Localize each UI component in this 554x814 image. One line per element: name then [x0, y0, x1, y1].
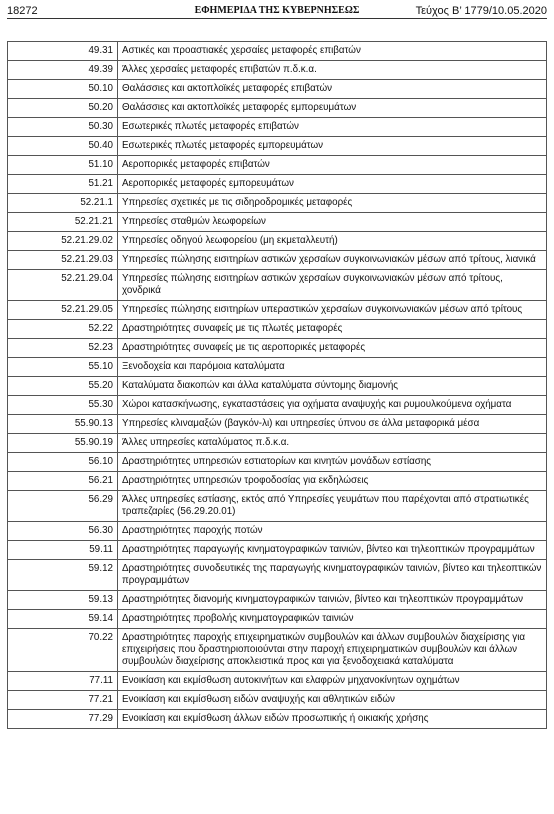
activity-code: 50.10 — [8, 80, 118, 99]
table-row — [8, 358, 547, 377]
activity-description: Δραστηριότητες προβολής κινηματογραφικών ταινιών — [118, 610, 547, 629]
table-row — [8, 560, 547, 591]
activity-code: 50.40 — [8, 137, 118, 156]
activity-code: 55.30 — [8, 396, 118, 415]
table-row — [8, 522, 547, 541]
table-row — [8, 415, 547, 434]
activity-description: Δραστηριότητες συναφείς με τις πλωτές μεταφορές — [118, 320, 547, 339]
table-row — [8, 610, 547, 629]
table-row — [8, 591, 547, 610]
issue-reference: Τεύχος B’ 1779/10.05.2020 — [415, 5, 547, 17]
activity-description: Άλλες υπηρεσίες εστίασης, εκτός από Υπηρεσίες γευμάτων που παρέχονται από στρατιωτικές τραπεζαρίες (56.29.20.01) — [118, 491, 547, 522]
activity-description: Ξενοδοχεία και παρόμοια καταλύματα — [118, 358, 547, 377]
table-body — [8, 42, 547, 729]
table-row — [8, 320, 547, 339]
activity-code: 70.22 — [8, 629, 118, 672]
activity-description: Δραστηριότητες συνοδευτικές της παραγωγής κινηματογραφικών ταινιών, βίντεο και τηλεοπτικών προγραμμάτων — [118, 560, 547, 591]
table-row — [8, 377, 547, 396]
activity-description: Υπηρεσίες σταθμών λεωφορείων — [118, 213, 547, 232]
table-row — [8, 472, 547, 491]
activity-code: 52.22 — [8, 320, 118, 339]
activity-description: Χώροι κατασκήνωσης, εγκαταστάσεις για οχήματα αναψυχής και ρυμουλκούμενα οχήματα — [118, 396, 547, 415]
activity-code: 55.20 — [8, 377, 118, 396]
activity-code: 49.39 — [8, 61, 118, 80]
table-row — [8, 80, 547, 99]
activity-code: 52.21.29.03 — [8, 251, 118, 270]
activity-description: Αεροπορικές μεταφορές επιβατών — [118, 156, 547, 175]
table-row — [8, 270, 547, 301]
activity-code: 52.23 — [8, 339, 118, 358]
activity-description: Εσωτερικές πλωτές μεταφορές εμπορευμάτων — [118, 137, 547, 156]
activity-description: Αστικές και προαστιακές χερσαίες μεταφορές επιβατών — [118, 42, 547, 61]
activity-description: Δραστηριότητες υπηρεσιών τροφοδοσίας για εκδηλώσεις — [118, 472, 547, 491]
activity-code: 49.31 — [8, 42, 118, 61]
table-row — [8, 541, 547, 560]
activity-description: Υπηρεσίες σχετικές με τις σιδηροδρομικές μεταφορές — [118, 194, 547, 213]
activity-description: Ενοικίαση και εκμίσθωση αυτοκινήτων και ελαφρών μηχανοκίνητων οχημάτων — [118, 672, 547, 691]
table-row — [8, 232, 547, 251]
table-row — [8, 118, 547, 137]
header-rule — [7, 18, 547, 19]
activity-description: Ενοικίαση και εκμίσθωση άλλων ειδών προσωπικής ή οικιακής χρήσης — [118, 710, 547, 729]
activity-code: 56.10 — [8, 453, 118, 472]
activity-code: 52.21.29.05 — [8, 301, 118, 320]
activity-description: Δραστηριότητες παροχής ποτών — [118, 522, 547, 541]
activity-description: Δραστηριότητες παροχής επιχειρηματικών συμβουλών και άλλων συμβουλών διαχείρισης για επιχειρήσεις που δραστηριοποιούνται στην παροχή επιχειρηματικών συμβουλών και άλλων συμβουλών διαχείρισης αποκλειστικά προς και για ξενοδοχειακά καταλύματα — [118, 629, 547, 672]
activity-code: 56.30 — [8, 522, 118, 541]
activity-description: Υπηρεσίες πώλησης εισιτηρίων υπεραστικών χερσαίων συγκοινωνιακών μέσων από τρίτους — [118, 301, 547, 320]
activity-code: 59.13 — [8, 591, 118, 610]
table-row — [8, 339, 547, 358]
activity-code: 56.29 — [8, 491, 118, 522]
activity-description: Θαλάσσιες και ακτοπλοϊκές μεταφορές επιβατών — [118, 80, 547, 99]
activity-code: 51.21 — [8, 175, 118, 194]
table-row — [8, 251, 547, 270]
activity-code: 59.14 — [8, 610, 118, 629]
table-row — [8, 453, 547, 472]
activity-description: Δραστηριότητες διανομής κινηματογραφικών ταινιών, βίντεο και τηλεοπτικών προγραμμάτων — [118, 591, 547, 610]
activity-description: Υπηρεσίες πώλησης εισιτηρίων αστικών χερσαίων συγκοινωνιακών μέσων από τρίτους, λιανικά — [118, 251, 547, 270]
activity-code: 52.21.1 — [8, 194, 118, 213]
activity-description: Υπηρεσίες οδηγού λεωφορείου (μη εκμεταλλευτή) — [118, 232, 547, 251]
activity-description: Άλλες χερσαίες μεταφορές επιβατών π.δ.κ.α. — [118, 61, 547, 80]
table-row — [8, 156, 547, 175]
publication-title: ΕΦΗΜΕΡΙΔΑ ΤΗΣ ΚΥΒΕΡΝΗΣΕΩΣ — [194, 5, 360, 16]
activity-codes-table — [7, 41, 547, 729]
activity-code: 52.21.29.02 — [8, 232, 118, 251]
activity-code: 55.90.19 — [8, 434, 118, 453]
activity-code: 51.10 — [8, 156, 118, 175]
activity-description: Εσωτερικές πλωτές μεταφορές επιβατών — [118, 118, 547, 137]
table-row — [8, 42, 547, 61]
activity-code: 56.21 — [8, 472, 118, 491]
activity-code: 77.21 — [8, 691, 118, 710]
activity-code: 52.21.21 — [8, 213, 118, 232]
table-row — [8, 672, 547, 691]
table-row — [8, 691, 547, 710]
activity-code: 77.11 — [8, 672, 118, 691]
table-row — [8, 137, 547, 156]
activity-description: Άλλες υπηρεσίες καταλύματος π.δ.κ.α. — [118, 434, 547, 453]
activity-code: 52.21.29.04 — [8, 270, 118, 301]
activity-description: Δραστηριότητες υπηρεσιών εστιατορίων και κινητών μονάδων εστίασης — [118, 453, 547, 472]
activity-code: 50.30 — [8, 118, 118, 137]
activity-code: 77.29 — [8, 710, 118, 729]
table-row — [8, 396, 547, 415]
table-row — [8, 434, 547, 453]
activity-description: Δραστηριότητες συναφείς με τις αεροπορικές μεταφορές — [118, 339, 547, 358]
table-row — [8, 301, 547, 320]
activity-description: Θαλάσσιες και ακτοπλοϊκές μεταφορές εμπορευμάτων — [118, 99, 547, 118]
table-row — [8, 213, 547, 232]
activity-description: Υπηρεσίες κλιναμαξών (βαγκόν-λι) και υπηρεσίες ύπνου σε άλλα μεταφορικά μέσα — [118, 415, 547, 434]
page-header — [7, 3, 547, 19]
activity-description: Υπηρεσίες πώλησης εισιτηρίων αστικών χερσαίων συγκοινωνιακών μέσων από τρίτους, χονδρικά — [118, 270, 547, 301]
table-row — [8, 629, 547, 672]
activity-code: 59.11 — [8, 541, 118, 560]
table-row — [8, 61, 547, 80]
activity-description: Αεροπορικές μεταφορές εμπορευμάτων — [118, 175, 547, 194]
activity-description: Ενοικίαση και εκμίσθωση ειδών αναψυχής και αθλητικών ειδών — [118, 691, 547, 710]
activity-code: 59.12 — [8, 560, 118, 591]
activity-code: 55.10 — [8, 358, 118, 377]
activity-code: 55.90.13 — [8, 415, 118, 434]
table-row — [8, 99, 547, 118]
activity-description: Καταλύματα διακοπών και άλλα καταλύματα σύντομης διαμονής — [118, 377, 547, 396]
table-row — [8, 194, 547, 213]
table-row — [8, 710, 547, 729]
page-number: 18272 — [7, 5, 38, 17]
activity-code: 50.20 — [8, 99, 118, 118]
table-row — [8, 175, 547, 194]
table-row — [8, 491, 547, 522]
activity-description: Δραστηριότητες παραγωγής κινηματογραφικών ταινιών, βίντεο και τηλεοπτικών προγραμμάτων — [118, 541, 547, 560]
